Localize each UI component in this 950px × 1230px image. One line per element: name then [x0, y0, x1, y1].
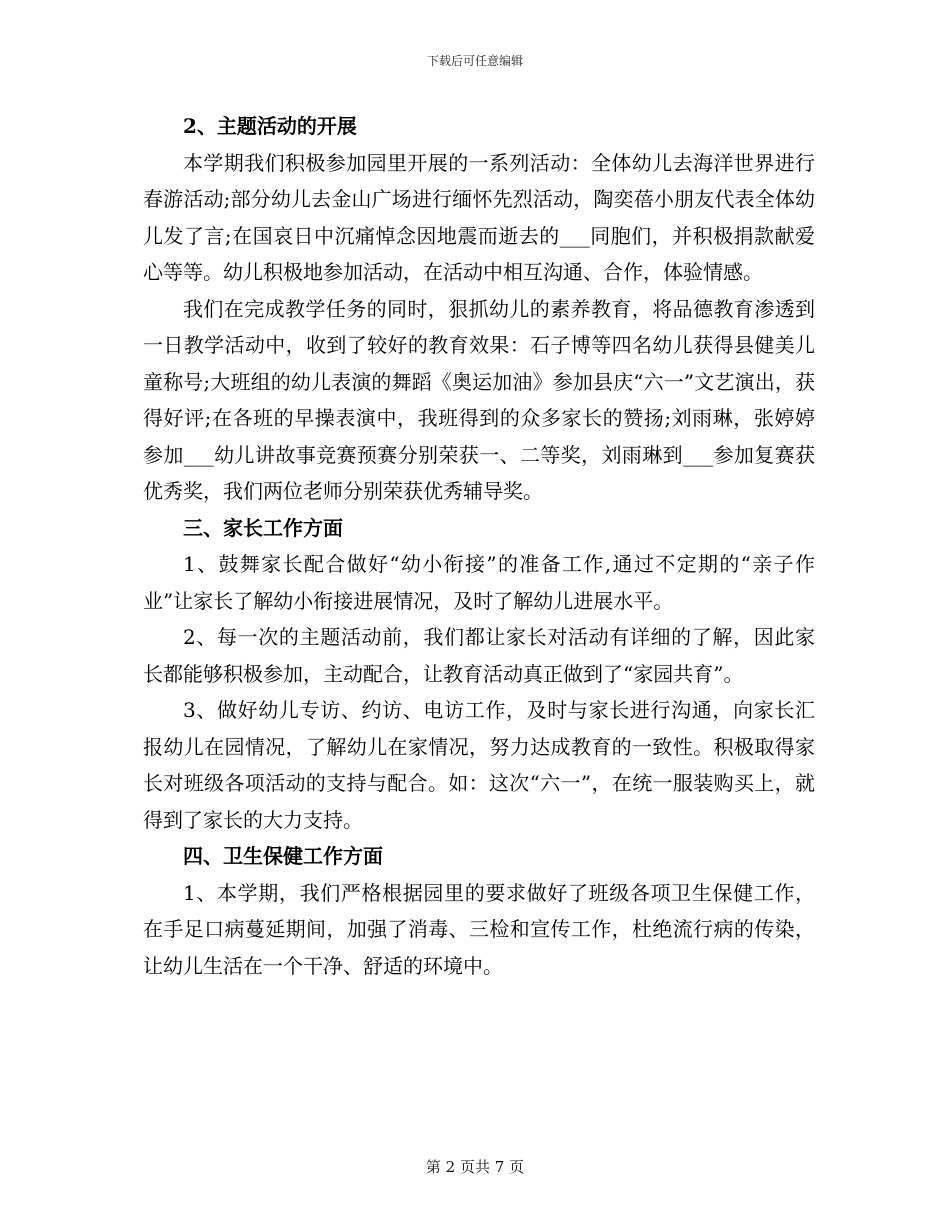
section-heading-health: 四、卫生保健工作方面 — [183, 844, 383, 868]
page-number: 第 2 页共 7 页 — [425, 1158, 525, 1176]
section-heading-activities: 2、主题活动的开展 — [183, 114, 357, 138]
paragraph: 3、做好幼儿专访、约访、电访工作，及时与家长进行沟通，向家长汇报幼儿在园情况，了解幼儿在家情况，努力达成教育的一致性。积极取得家长对班级各项活动的支持与配合。如：这次“六一”，在统一服装购买上，就得到了家长的大力支持。 — [143, 698, 815, 832]
paragraph: 1、本学期，我们严格根据园里的要求做好了班级各项卫生保健工作，在手足口病蔓延期间，加强了消毒、三检和宣传工作，杜绝流行病的传染，让幼儿生活在一个干净、舒适的环境中。 — [143, 880, 815, 978]
paragraph: 本学期我们积极参加园里开展的一系列活动：全体幼儿去海洋世界进行春游活动;部分幼儿去金山广场进行缅怀先烈活动，陶奕蓓小朋友代表全体幼儿发了言;在国哀日中沉痛悼念因地震而逝去的___同胞们，并积极捐款献爱心等等。幼儿积极地参加活动，在活动中相互沟通、合作，体验情感。 — [143, 150, 815, 284]
header-note: 下载后可任意编辑 — [426, 54, 523, 68]
paragraph: 1、鼓舞家长配合做好“幼小衔接”的准备工作,通过不定期的“亲子作业”让家长了解幼小衔接进展情况，及时了解幼儿进展水平。 — [143, 552, 815, 613]
paragraph: 我们在完成教学任务的同时，狠抓幼儿的素养教育，将品德教育渗透到一日教学活动中，收到了较好的教育效果：石子博等四名幼儿获得县健美儿童称号;大班组的幼儿表演的舞蹈《奥运加油》参加县庆“六一”文艺演出，获得好评;在各班的早操表演中，我班得到的众多家长的赞扬;刘雨琳，张婷婷参加___幼儿讲故事竞赛预赛分别荣获一、二等奖，刘雨琳到___参加复赛获优秀奖，我们两位老师分别荣获优秀辅导奖。 — [143, 296, 815, 503]
section-heading-parents: 三、家长工作方面 — [183, 515, 343, 540]
paragraph: 2、每一次的主题活动前，我们都让家长对活动有详细的了解，因此家长都能够积极参加，主动配合，让教育活动真正做到了“家园共育”。 — [143, 625, 815, 686]
document-body — [143, 108, 815, 984]
